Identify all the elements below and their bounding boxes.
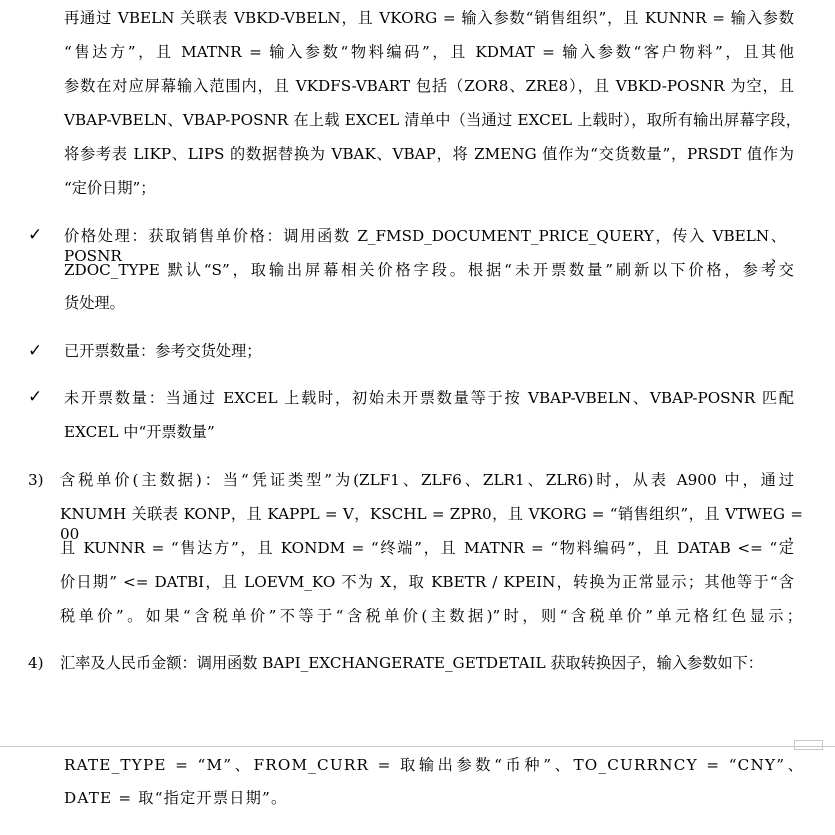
bullet-line: 价格处理：获取销售单价格：调用函数 Z_FMSD_DOCUMENT_PRICE_QUERY，传入 VBELN、POSNR、 [64,227,786,265]
checkmark-icon: ✓ [28,387,43,407]
paragraph-line: 将参考表 LIKP、LIPS 的数据替换为 VBAK、VBAP，将 ZMENG 值作为“交货数量”，PRSDT 值作为 [64,145,794,163]
page-break-divider [0,746,835,747]
item-line: 且 KUNNR = “售达方”，且 KONDM = “终端”，且 MATNR = “物料编码”，且 DATAB <= “定 [60,539,794,557]
bullet-line: EXCEL 中“开票数量” [64,423,215,441]
next-page-line: RATE_TYPE = “M”、FROM_CURR = 取输出参数“币种”、TO_CURRNCY = “CNY”、 [64,756,804,774]
paragraph-line: 参数在对应屏幕输入范围内，且 VKDFS-VBART 包括（ZOR8、ZRE8），且 VBKD-POSNR 为空，且 [64,77,794,95]
bullet-line: ZDOC_TYPE 默认“S”，取输出屏幕相关价格字段。根据“未开票数量”刷新以下价格，参考交 [64,261,794,279]
item-line: 汇率及人民币金额：调用函数 BAPI_EXCHANGERATE_GETDETAIL 获取转换因子，输入参数如下： [60,654,763,672]
page-corner-mark [794,740,823,750]
next-page-line: DATE = 取“指定开票日期”。 [64,789,288,807]
checkmark-icon: ✓ [28,225,43,245]
list-number: 3) [28,471,44,489]
item-line: KNUMH 关联表 KONP，且 KAPPL = V，KSCHL = ZPR0，且 VKORG = “销售组织”，且 VTWEG = 00， [60,505,803,543]
bullet-line: 货处理。 [64,294,125,312]
paragraph-line: VBAP-VBELN、VBAP-POSNR 在上载 EXCEL 清单中（当通过 EXCEL 上载时），取所有输出屏幕字段， [64,111,801,129]
checkmark-icon: ✓ [28,341,43,361]
paragraph-line: 再通过 VBELN 关联表 VBKD-VBELN，且 VKORG = 输入参数“销售组织”，且 KUNNR = 输入参数 [64,9,794,27]
bullet-line: 已开票数量：参考交货处理； [64,342,262,360]
item-line: 税单价”。如果“含税单价”不等于“含税单价(主数据)”时，则“含税单价”单元格红色显示； [60,607,802,625]
paragraph-line: “售达方”，且 MATNR = 输入参数“物料编码”，且 KDMAT = 输入参数“客户物料”，且其他 [64,43,794,61]
item-line: 价日期” <= DATBI，且 LOEVM_KO 不为 X，取 KBETR / KPEIN，转换为正常显示；其他等于“含 [60,573,794,591]
bullet-line: 未开票数量：当通过 EXCEL 上载时，初始未开票数量等于按 VBAP-VBELN、VBAP-POSNR 匹配 [64,389,794,407]
item-line: 含税单价(主数据)：当“凭证类型”为(ZLF1、ZLF6、ZLR1、ZLR6)时，从表 A900 中，通过 [60,471,794,489]
list-number: 4) [28,654,44,672]
paragraph-line: “定价日期”； [64,179,156,197]
